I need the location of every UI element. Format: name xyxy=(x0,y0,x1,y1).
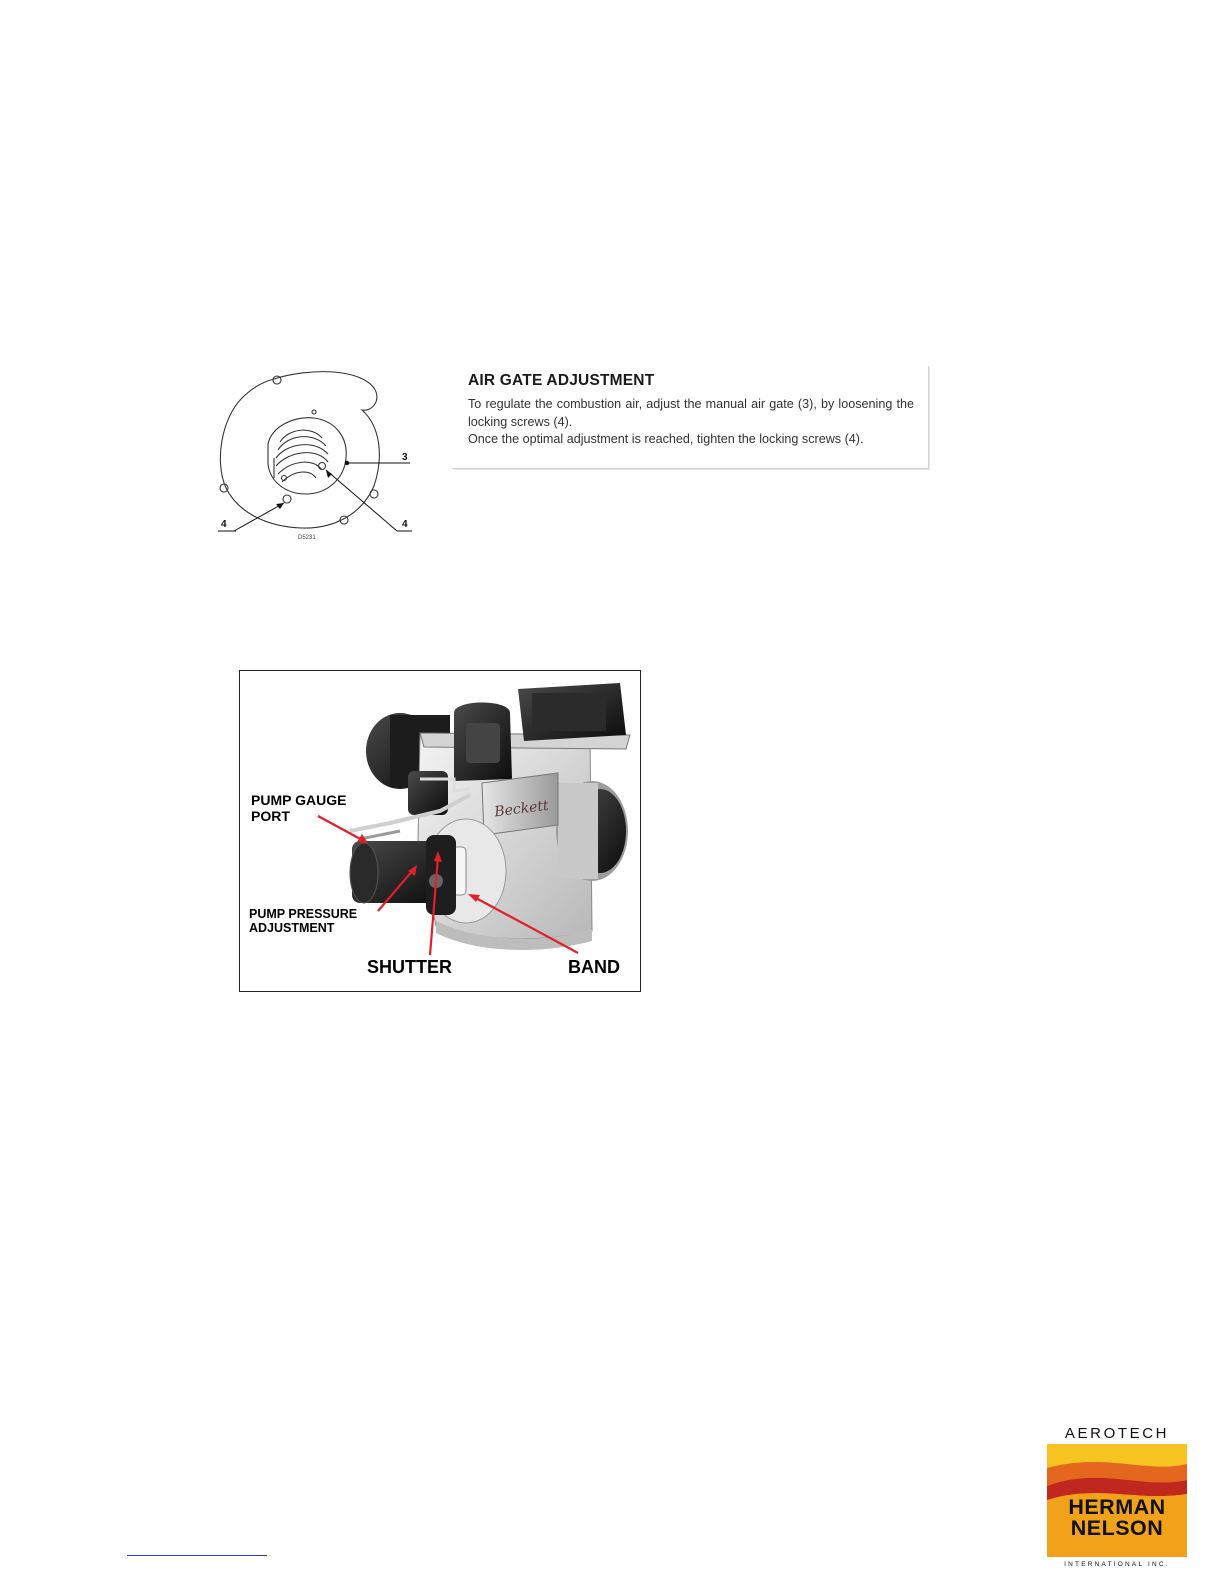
air-gate-diagram xyxy=(214,366,419,544)
callout-pump-gauge-port: PUMP GAUGE PORT xyxy=(251,792,347,824)
burner-illustration xyxy=(240,671,640,991)
logo-word-2: NELSON xyxy=(1070,1516,1164,1540)
logo-bottom-text: INTERNATIONAL INC. xyxy=(1064,1561,1170,1568)
company-logo xyxy=(1046,1425,1188,1571)
logo-mark xyxy=(1047,1444,1187,1557)
burner-brand-text: Beckett xyxy=(493,797,550,821)
air-gate-paragraph-2: Once the optimal adjustment is reached, tighten the locking screws (4). xyxy=(468,432,864,446)
air-gate-instructions xyxy=(452,366,929,469)
footer-link-underline xyxy=(127,1555,267,1556)
air-gate-title: AIR GATE ADJUSTMENT xyxy=(468,372,655,389)
burner-photo xyxy=(239,670,641,992)
diagram-label-screw-right: 4 xyxy=(402,519,408,530)
logo-word-1: HERMAN xyxy=(1068,1495,1166,1519)
logo-top-word: AEROTECH xyxy=(1064,1425,1170,1442)
callout-pump-pressure-adjustment: PUMP PRESSURE ADJUSTMENT xyxy=(249,907,358,935)
air-gate-body xyxy=(468,396,914,449)
callout-shutter: SHUTTER xyxy=(367,957,452,977)
diagram-label-gate: 3 xyxy=(402,452,408,463)
diagram-label-screw-left: 4 xyxy=(221,519,227,530)
callout-band: BAND xyxy=(568,957,620,977)
air-gate-drawing xyxy=(214,366,419,544)
air-gate-paragraph-1: To regulate the combustion air, adjust the manual air gate (3), by loosening the locking screws (4). xyxy=(468,397,914,429)
diagram-figure-code: D5231 xyxy=(298,535,316,541)
